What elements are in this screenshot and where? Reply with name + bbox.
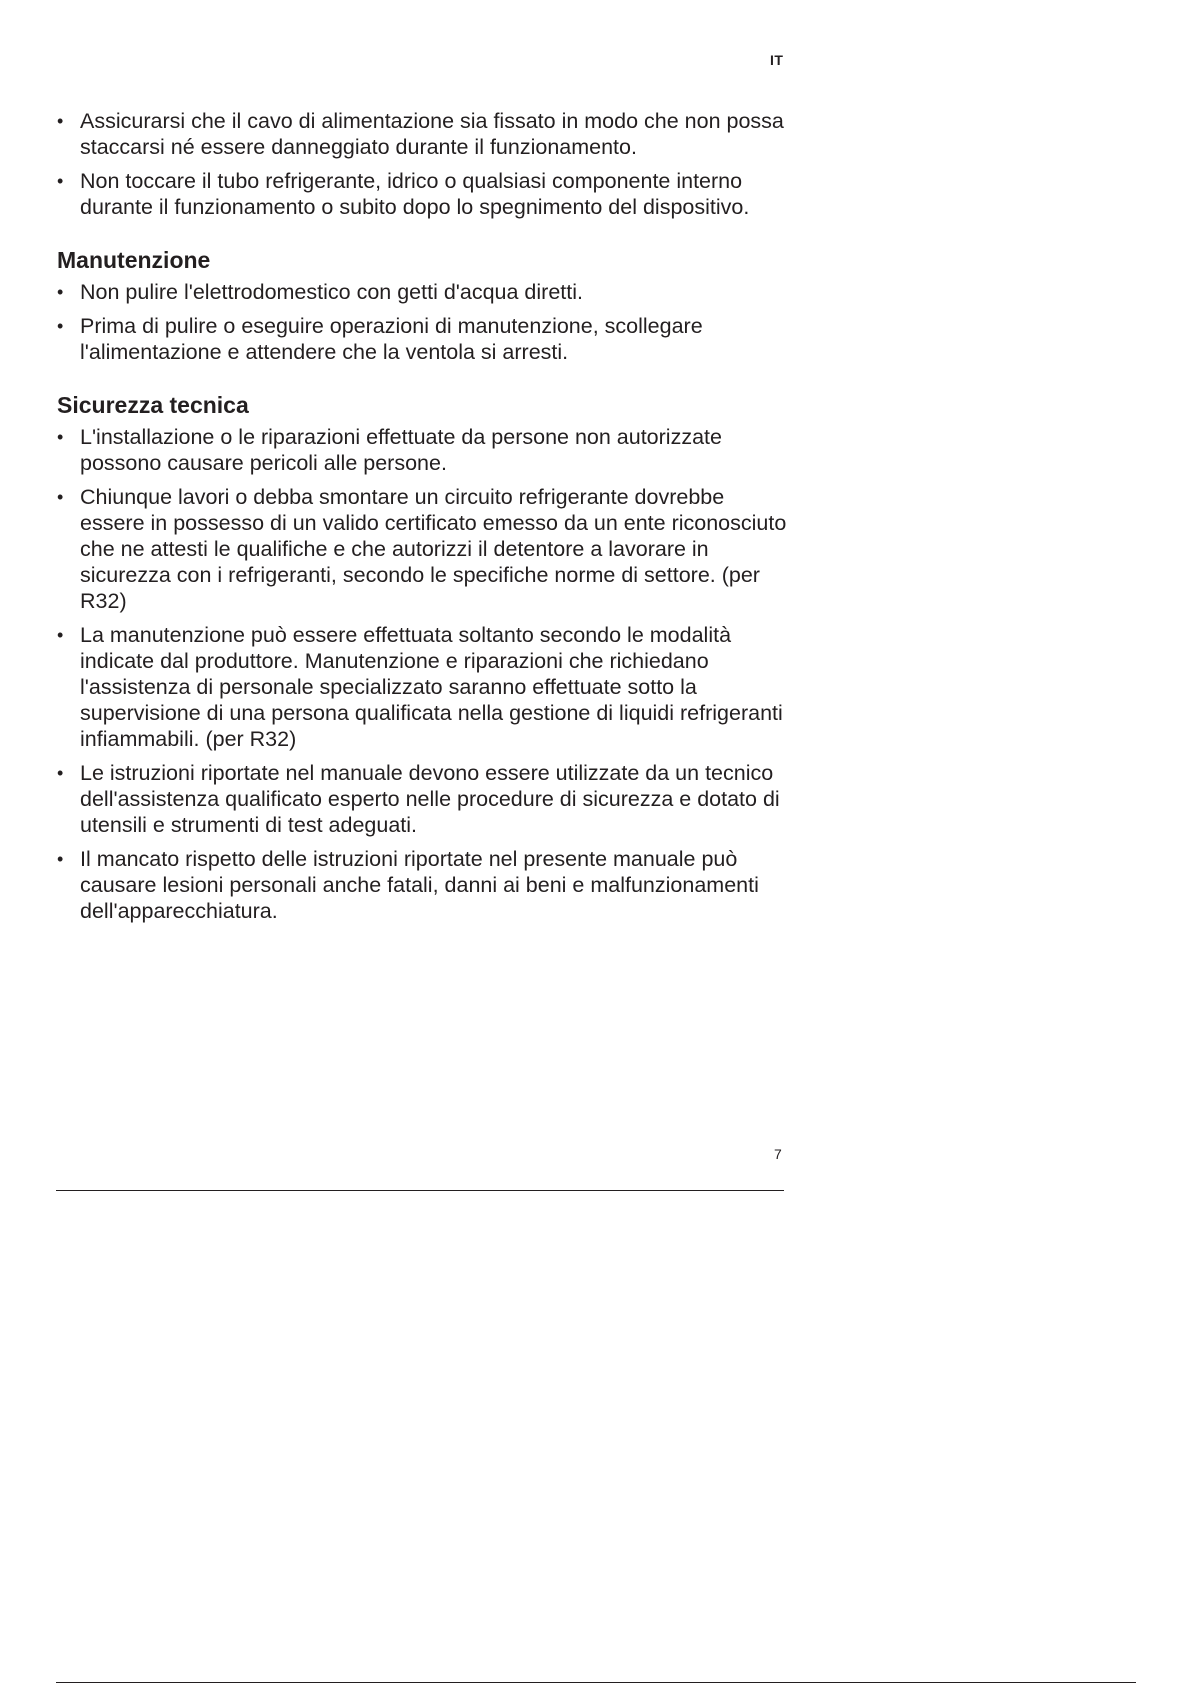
page-divider-bottom [56, 1682, 1136, 1683]
page-number: 7 [774, 1146, 782, 1162]
intro-list [57, 108, 787, 220]
section-title-sicurezza: Sicurezza tecnica [57, 392, 249, 418]
list-item: • Il mancato rispetto delle istruzioni riportate nel presente manuale può causare lesioni personali anche fatali, danni ai beni e malfunzionamenti dell'apparecchiatura. [57, 846, 787, 924]
list-item: • Prima di pulire o eseguire operazioni di manutenzione, scollegare l'alimentazione e attendere che la ventola si arresti. [57, 313, 787, 365]
document-body [57, 108, 787, 932]
list-item: • Assicurarsi che il cavo di alimentazione sia fissato in modo che non possa staccarsi né essere danneggiato durante il funzionamento. [57, 108, 787, 160]
list-item: • Le istruzioni riportate nel manuale devono essere utilizzate da un tecnico dell'assistenza qualificato esperto nelle procedure di sicurezza e dotato di utensili e strumenti di test adeguati. [57, 760, 787, 838]
manutenzione-list [57, 279, 787, 365]
sicurezza-list [57, 424, 787, 924]
list-item: • Chiunque lavori o debba smontare un circuito refrigerante dovrebbe essere in possesso di un valido certificato emesso da un ente riconosciuto che ne attesti le qualifiche e che autorizzi il detentore a lavorare in sicurezza con i refrigeranti, secondo le specifiche norme di settore. (per R32) [57, 484, 787, 614]
list-item: • L'installazione o le riparazioni effettuate da persone non autorizzate possono causare pericoli alle persone. [57, 424, 787, 476]
list-item: • La manutenzione può essere effettuata soltanto secondo le modalità indicate dal produttore. Manutenzione e riparazioni che richiedano l'assistenza di personale specializzato saranno effettuate sotto la supervisione di una persona qualificata nella gestione di liquidi refrigeranti infiammabili. (per R32) [57, 622, 787, 752]
language-tag: IT [770, 52, 784, 68]
list-item: • Non pulire l'elettrodomestico con getti d'acqua diretti. [57, 279, 787, 305]
list-item: • Non toccare il tubo refrigerante, idrico o qualsiasi componente interno durante il funzionamento o subito dopo lo spegnimento del dispositivo. [57, 168, 787, 220]
section-title-manutenzione: Manutenzione [57, 247, 211, 273]
page-divider [56, 1190, 784, 1191]
